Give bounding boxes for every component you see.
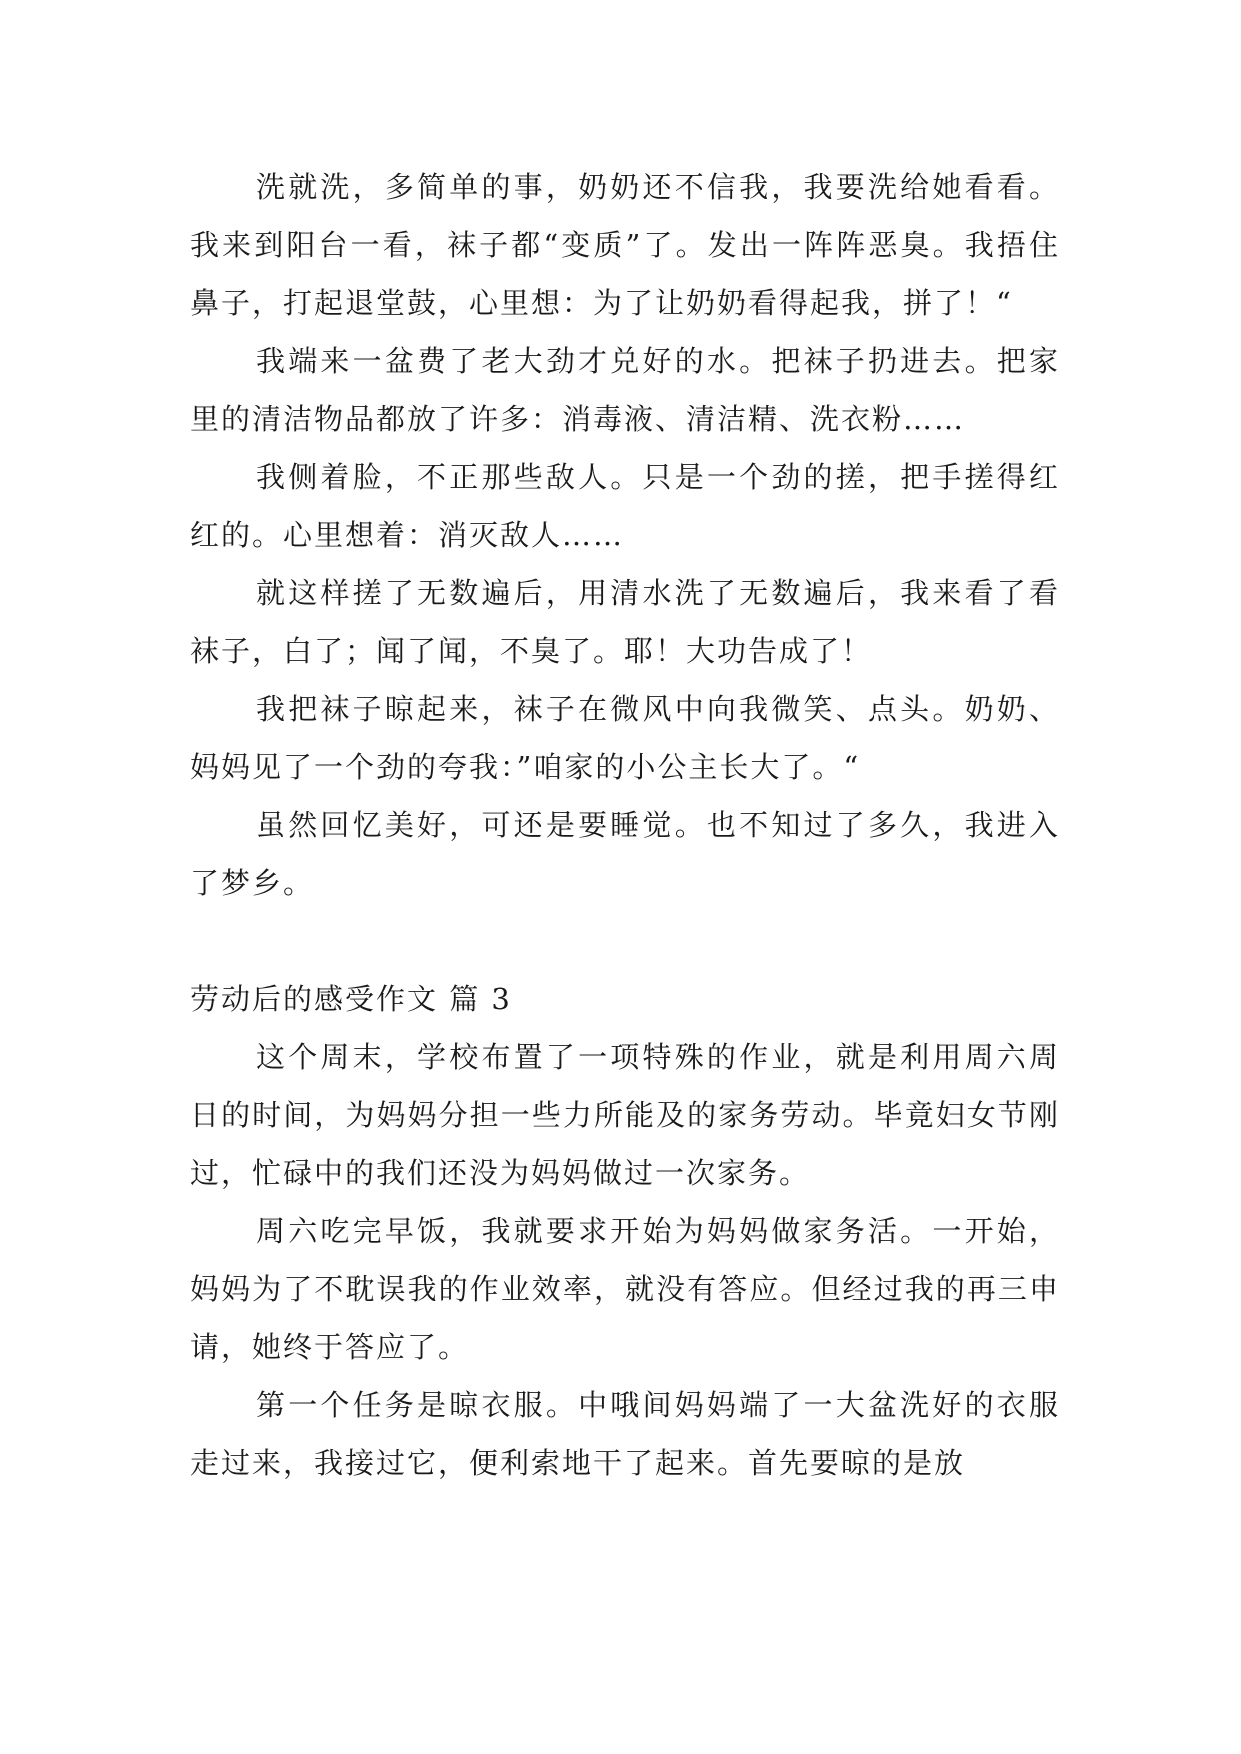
- paragraph: 周六吃完早饭，我就要求开始为妈妈做家务活。一开始，妈妈为了不耽误我的作业效率，就没有答应。但经过我的再三申请，她终于答应了。: [190, 1214, 1060, 1364]
- paragraph: 虽然回忆美好，可还是要睡觉。也不知过了多久，我进入了梦乡。: [190, 808, 1060, 900]
- paragraph: 我把袜子晾起来，袜子在微风中向我微笑、点头。奶奶、妈妈见了一个劲的夸我：”咱家的小公主长大了。“: [190, 692, 1060, 784]
- paragraph: 第一个任务是晾衣服。中哦间妈妈端了一大盆洗好的衣服走过来，我接过它，便利索地干了起来。首先要晾的是放: [190, 1388, 1060, 1480]
- paragraph: 洗就洗，多简单的事，奶奶还不信我，我要洗给她看看。我来到阳台一看，袜子都“变质”了。发出一阵阵恶臭。我捂住鼻子，打起退堂鼓，心里想：为了让奶奶看得起我，拼了！“: [190, 170, 1060, 320]
- paragraph: 我侧着脸，不正那些敌人。只是一个劲的搓，把手搓得红红的。心里想着：消灭敌人……: [190, 460, 1060, 552]
- paragraph: 就这样搓了无数遍后，用清水洗了无数遍后，我来看了看袜子，白了；闻了闻，不臭了。耶！大功告成了！: [190, 576, 1060, 668]
- paragraph: 我端来一盆费了老大劲才兑好的水。把袜子扔进去。把家里的清洁物品都放了许多：消毒液、清洁精、洗衣粉……: [190, 344, 1060, 436]
- paragraph: 这个周末，学校布置了一项特殊的作业，就是利用周六周日的时间，为妈妈分担一些力所能及的家务劳动。毕竟妇女节刚过，忙碌中的我们还没为妈妈做过一次家务。: [190, 1040, 1060, 1190]
- document-page: [190, 158, 1060, 1492]
- section-heading: 劳动后的感受作文 篇 3: [190, 982, 512, 1016]
